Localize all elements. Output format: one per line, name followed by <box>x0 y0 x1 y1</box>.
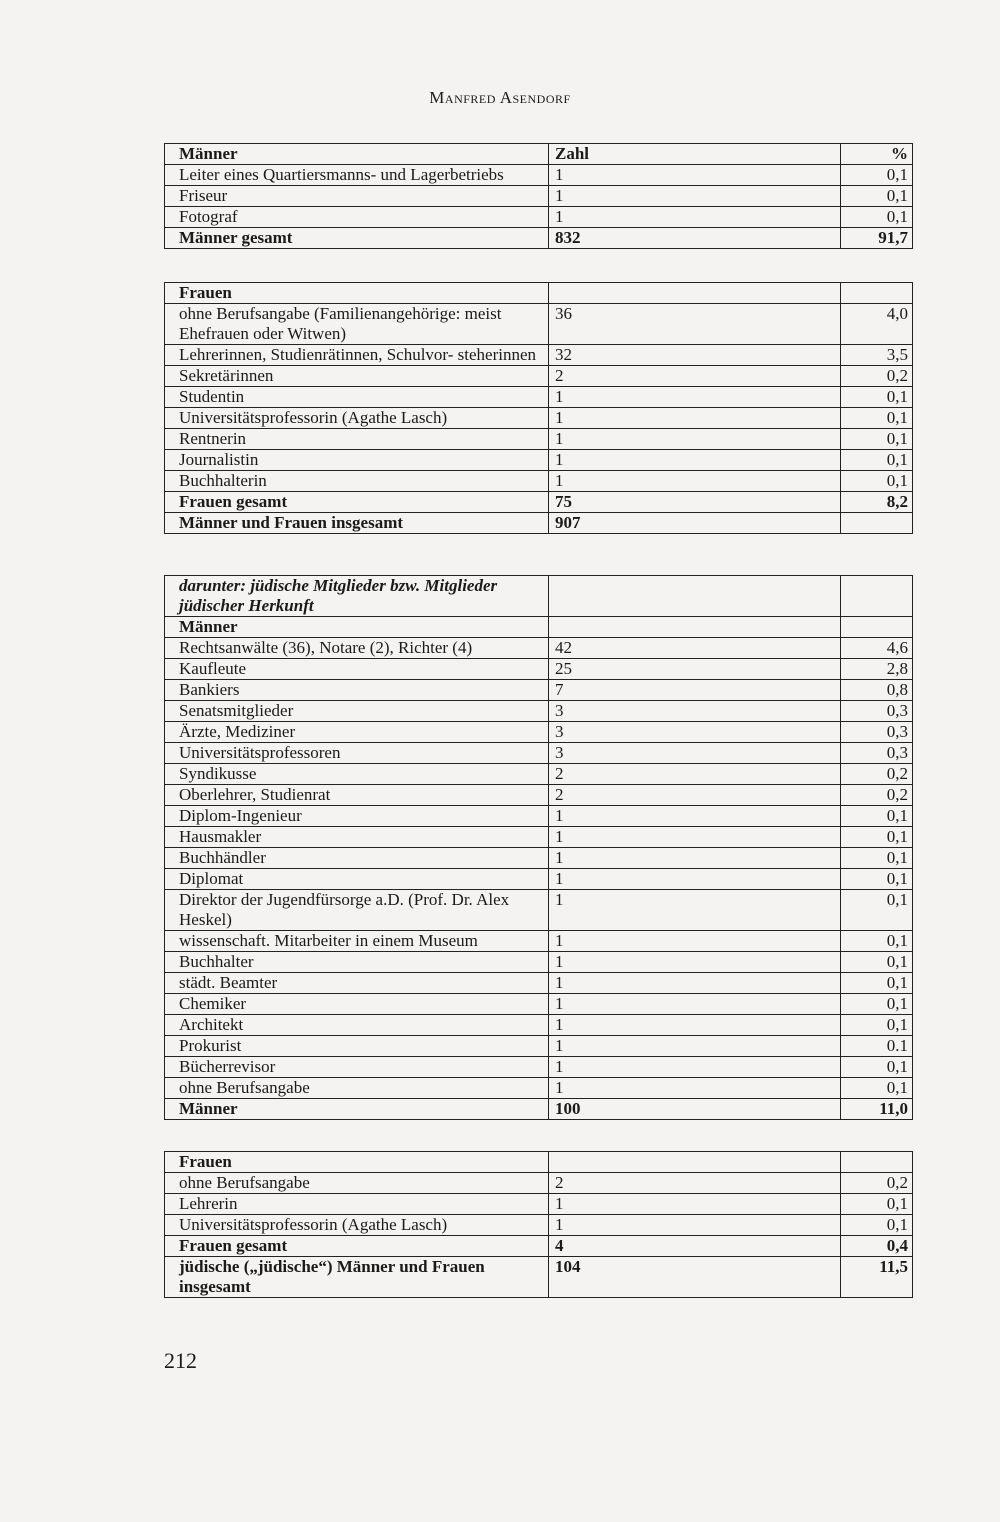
grand-total-row <box>165 513 913 534</box>
count-cell: 3 <box>549 701 841 722</box>
label-cell: Buchhändler <box>165 848 549 869</box>
section-heading-row <box>165 283 913 304</box>
percent-cell: 0,1 <box>841 1078 913 1099</box>
percent-cell: 0,1 <box>841 890 913 931</box>
table-row <box>165 638 913 659</box>
label-cell: Oberlehrer, Studienrat <box>165 785 549 806</box>
percent-cell <box>841 283 913 304</box>
count-cell: 832 <box>549 228 841 249</box>
label-cell: Frauen <box>165 1152 549 1173</box>
label-cell: Hausmakler <box>165 827 549 848</box>
label-cell: Männer <box>165 617 549 638</box>
count-cell: 1 <box>549 952 841 973</box>
label-cell: Syndikusse <box>165 764 549 785</box>
label-cell: Ärzte, Mediziner <box>165 722 549 743</box>
table-jewish-men <box>164 575 913 1120</box>
percent-cell: 0,1 <box>841 869 913 890</box>
label-cell: Journalistin <box>165 450 549 471</box>
table-row <box>165 186 913 207</box>
table-women-total <box>164 282 913 534</box>
label-cell: Lehrerin <box>165 1194 549 1215</box>
percent-cell: 0,1 <box>841 1215 913 1236</box>
label-cell: ohne Berufsangabe <box>165 1078 549 1099</box>
table-row <box>165 1036 913 1057</box>
percent-cell: 0,1 <box>841 429 913 450</box>
label-cell: Diplom-Ingenieur <box>165 806 549 827</box>
total-row <box>165 1099 913 1120</box>
count-cell: 1 <box>549 186 841 207</box>
label-cell: Senatsmitglieder <box>165 701 549 722</box>
label-cell: ohne Berufsangabe <box>165 1173 549 1194</box>
percent-cell: 0,8 <box>841 680 913 701</box>
count-cell: 1 <box>549 1215 841 1236</box>
percent-cell: 0,1 <box>841 931 913 952</box>
percent-cell <box>841 617 913 638</box>
count-cell <box>549 576 841 617</box>
percent-cell: 11,0 <box>841 1099 913 1120</box>
count-cell: 1 <box>549 973 841 994</box>
label-cell: Direktor der Jugendfürsorge a.D. (Prof. Dr. Alex Heskel) <box>165 890 549 931</box>
running-head: Manfred Asendorf <box>429 88 571 107</box>
label-cell: Bücherrevisor <box>165 1057 549 1078</box>
label-cell: Prokurist <box>165 1036 549 1057</box>
grand-total-row <box>165 1257 913 1298</box>
label-cell: Bankiers <box>165 680 549 701</box>
percent-cell: 0,3 <box>841 722 913 743</box>
total-row <box>165 1236 913 1257</box>
label-cell: darunter: jüdische Mitglieder bzw. Mitglieder jüdischer Herkunft <box>165 576 549 617</box>
count-cell: 32 <box>549 345 841 366</box>
percent-cell: 0,3 <box>841 701 913 722</box>
table-row <box>165 722 913 743</box>
count-cell: 1 <box>549 1015 841 1036</box>
table-row <box>165 387 913 408</box>
count-cell: 1 <box>549 890 841 931</box>
percent-cell: 0,1 <box>841 1194 913 1215</box>
label-cell: Universitätsprofessorin (Agathe Lasch) <box>165 1215 549 1236</box>
percent-cell: 2,8 <box>841 659 913 680</box>
percent-cell: 0.1 <box>841 1036 913 1057</box>
percent-cell: 0,2 <box>841 1173 913 1194</box>
table-row <box>165 450 913 471</box>
count-cell: 3 <box>549 722 841 743</box>
table-row <box>165 994 913 1015</box>
table-row <box>165 952 913 973</box>
table-row <box>165 1015 913 1036</box>
label-cell: Kaufleute <box>165 659 549 680</box>
count-cell: 42 <box>549 638 841 659</box>
table-row <box>165 890 913 931</box>
table-men-total <box>164 143 913 249</box>
count-cell <box>549 1152 841 1173</box>
count-cell: 1 <box>549 1036 841 1057</box>
label-cell: Studentin <box>165 387 549 408</box>
count-cell: 1 <box>549 429 841 450</box>
label-cell: Frauen <box>165 283 549 304</box>
percent-cell: 3,5 <box>841 345 913 366</box>
count-cell: 1 <box>549 207 841 228</box>
count-cell: 36 <box>549 304 841 345</box>
count-cell: 75 <box>549 492 841 513</box>
count-cell <box>549 617 841 638</box>
count-cell: 1 <box>549 848 841 869</box>
count-cell: 3 <box>549 743 841 764</box>
percent-cell: % <box>841 144 913 165</box>
count-cell: 1 <box>549 1078 841 1099</box>
table-row <box>165 701 913 722</box>
percent-cell: 0,1 <box>841 806 913 827</box>
label-cell: Männer <box>165 1099 549 1120</box>
table-row <box>165 973 913 994</box>
percent-cell: 0,1 <box>841 848 913 869</box>
table-jewish-women <box>164 1151 913 1298</box>
label-cell: Frauen gesamt <box>165 1236 549 1257</box>
table-row <box>165 785 913 806</box>
table-row <box>165 848 913 869</box>
label-cell: Architekt <box>165 1015 549 1036</box>
table-row <box>165 1078 913 1099</box>
percent-cell: 0,1 <box>841 1015 913 1036</box>
count-cell: 1 <box>549 450 841 471</box>
label-cell: Buchhalter <box>165 952 549 973</box>
total-row <box>165 228 913 249</box>
table-row <box>165 680 913 701</box>
label-cell: Rechtsanwälte (36), Notare (2), Richter (4) <box>165 638 549 659</box>
label-cell: Männer gesamt <box>165 228 549 249</box>
table-row <box>165 659 913 680</box>
count-cell: Zahl <box>549 144 841 165</box>
table-row <box>165 764 913 785</box>
table-row <box>165 806 913 827</box>
label-cell: Chemiker <box>165 994 549 1015</box>
percent-cell <box>841 513 913 534</box>
label-cell: Männer und Frauen insgesamt <box>165 513 549 534</box>
label-cell: Männer <box>165 144 549 165</box>
table-row <box>165 869 913 890</box>
label-cell: städt. Beamter <box>165 973 549 994</box>
percent-cell <box>841 1152 913 1173</box>
count-cell: 100 <box>549 1099 841 1120</box>
count-cell: 1 <box>549 994 841 1015</box>
percent-cell: 0,1 <box>841 1057 913 1078</box>
count-cell: 1 <box>549 931 841 952</box>
section-heading-row <box>165 1152 913 1173</box>
table-row <box>165 1215 913 1236</box>
label-cell: Friseur <box>165 186 549 207</box>
total-row <box>165 492 913 513</box>
page-number: 212 <box>164 1348 197 1373</box>
percent-cell: 11,5 <box>841 1257 913 1298</box>
table-row <box>165 1057 913 1078</box>
count-cell <box>549 283 841 304</box>
percent-cell: 0,1 <box>841 408 913 429</box>
count-cell: 1 <box>549 471 841 492</box>
label-cell: Frauen gesamt <box>165 492 549 513</box>
percent-cell: 0,1 <box>841 207 913 228</box>
percent-cell: 0,1 <box>841 165 913 186</box>
percent-cell: 0,2 <box>841 366 913 387</box>
count-cell: 2 <box>549 785 841 806</box>
count-cell: 1 <box>549 165 841 186</box>
label-cell: Fotograf <box>165 207 549 228</box>
label-cell: Rentnerin <box>165 429 549 450</box>
percent-cell: 0,1 <box>841 471 913 492</box>
table-row <box>165 408 913 429</box>
count-cell: 907 <box>549 513 841 534</box>
label-cell: Diplomat <box>165 869 549 890</box>
table-header-row <box>165 144 913 165</box>
percent-cell: 0,2 <box>841 764 913 785</box>
label-cell: ohne Berufsangabe (Familienangehörige: meist Ehefrauen oder Witwen) <box>165 304 549 345</box>
count-cell: 2 <box>549 1173 841 1194</box>
label-cell: Leiter eines Quartiersmanns- und Lagerbetriebs <box>165 165 549 186</box>
label-cell: Universitätsprofessoren <box>165 743 549 764</box>
table-row <box>165 471 913 492</box>
percent-cell <box>841 576 913 617</box>
count-cell: 1 <box>549 408 841 429</box>
percent-cell: 0,1 <box>841 952 913 973</box>
percent-cell: 0,1 <box>841 186 913 207</box>
count-cell: 1 <box>549 806 841 827</box>
percent-cell: 0,1 <box>841 994 913 1015</box>
percent-cell: 0,1 <box>841 973 913 994</box>
percent-cell: 0,1 <box>841 827 913 848</box>
count-cell: 1 <box>549 869 841 890</box>
table-row <box>165 304 913 345</box>
count-cell: 2 <box>549 764 841 785</box>
table-row <box>165 345 913 366</box>
count-cell: 7 <box>549 680 841 701</box>
count-cell: 1 <box>549 1057 841 1078</box>
count-cell: 104 <box>549 1257 841 1298</box>
label-cell: jüdische („jüdische“) Männer und Frauen insgesamt <box>165 1257 549 1298</box>
table-row <box>165 743 913 764</box>
table-row <box>165 1173 913 1194</box>
percent-cell: 0,4 <box>841 1236 913 1257</box>
label-cell: Lehrerinnen, Studienrätinnen, Schulvor- steherinnen <box>165 345 549 366</box>
percent-cell: 0,3 <box>841 743 913 764</box>
count-cell: 4 <box>549 1236 841 1257</box>
table-row <box>165 207 913 228</box>
count-cell: 1 <box>549 387 841 408</box>
table-row <box>165 827 913 848</box>
table-row <box>165 366 913 387</box>
percent-cell: 4,6 <box>841 638 913 659</box>
subheading-row <box>165 617 913 638</box>
table-row <box>165 165 913 186</box>
percent-cell: 8,2 <box>841 492 913 513</box>
label-cell: Universitätsprofessorin (Agathe Lasch) <box>165 408 549 429</box>
percent-cell: 4,0 <box>841 304 913 345</box>
label-cell: Buchhalterin <box>165 471 549 492</box>
table-row <box>165 931 913 952</box>
count-cell: 1 <box>549 827 841 848</box>
label-cell: Sekretärinnen <box>165 366 549 387</box>
percent-cell: 0,2 <box>841 785 913 806</box>
table-row <box>165 429 913 450</box>
section-heading-row <box>165 576 913 617</box>
percent-cell: 91,7 <box>841 228 913 249</box>
percent-cell: 0,1 <box>841 450 913 471</box>
count-cell: 25 <box>549 659 841 680</box>
table-row <box>165 1194 913 1215</box>
count-cell: 1 <box>549 1194 841 1215</box>
count-cell: 2 <box>549 366 841 387</box>
label-cell: wissenschaft. Mitarbeiter in einem Museum <box>165 931 549 952</box>
percent-cell: 0,1 <box>841 387 913 408</box>
